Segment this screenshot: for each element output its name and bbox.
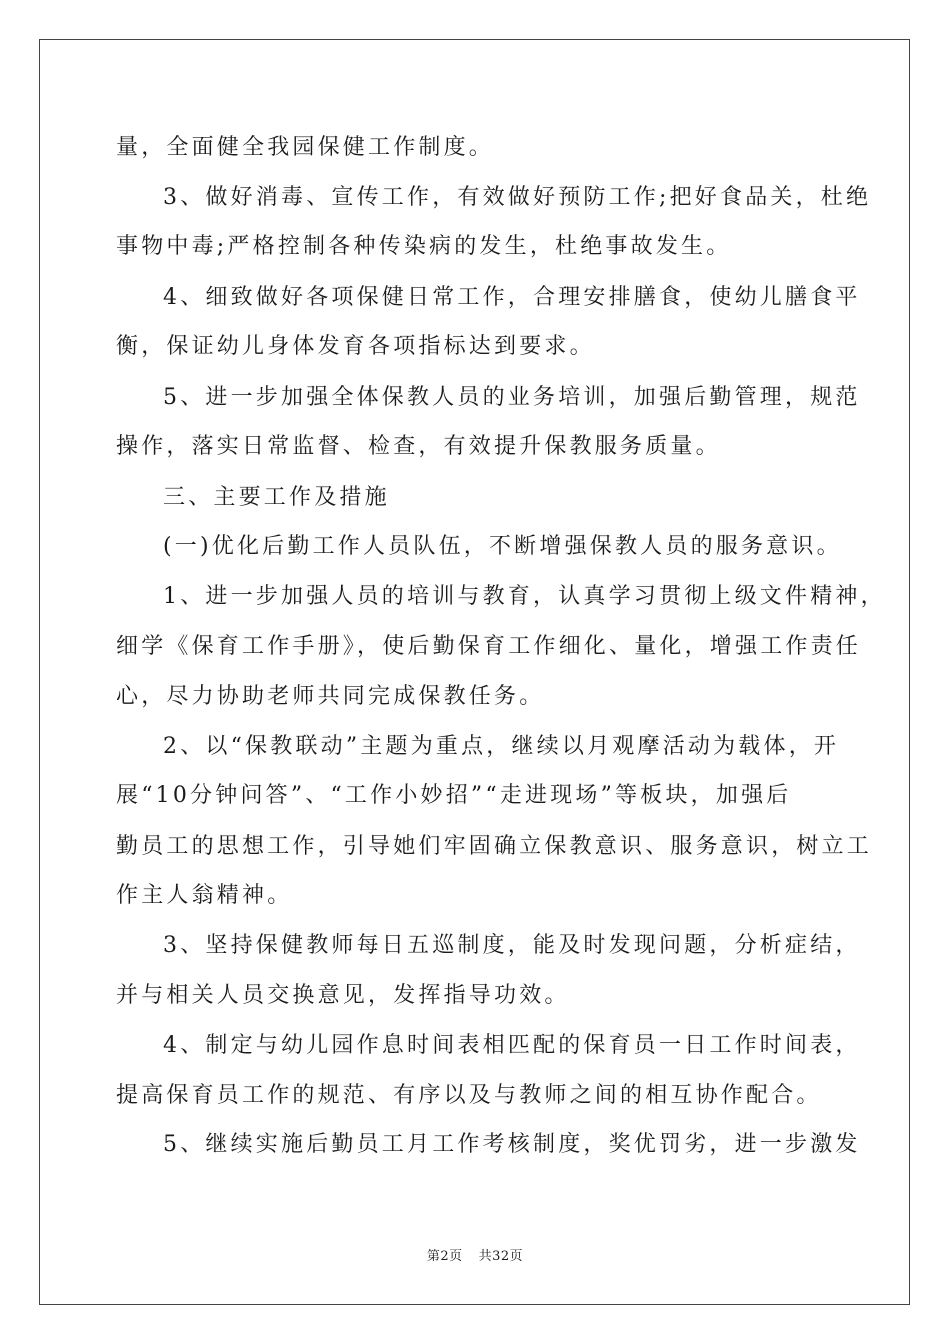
- body-line: 衡，保证幼儿身体发育各项指标达到要求。: [116, 334, 595, 359]
- body-line: 5、继续实施后勤员工月工作考核制度，奖优罚劣，进一步激发: [163, 1132, 861, 1157]
- page-frame: [39, 39, 910, 1305]
- body-line: 事物中毒;严格控制各种传染病的发生，杜绝事故发生。: [116, 234, 732, 259]
- body-line: 展“10分钟问答”、“工作小妙招”“走进现场”等板块，加强后: [116, 783, 792, 808]
- body-line: 5、进一步加强全体保教人员的业务培训，加强后勤管理，规范: [163, 385, 861, 410]
- page-footer: [0, 1248, 950, 1266]
- body-line: 量，全面健全我园保健工作制度。: [116, 135, 495, 160]
- body-line: 4、制定与幼儿园作息时间表相匹配的保育员一日工作时间表，: [163, 1033, 861, 1058]
- body-line: 4、细致做好各项保健日常工作，合理安排膳食，使幼儿膳食平: [163, 285, 861, 310]
- body-line: 作主人翁精神。: [116, 883, 293, 908]
- body-line: 细学《保育工作手册》，使后勤保育工作细化、量化，增强工作责任: [116, 634, 862, 659]
- body-line: 并与相关人员交换意见，发挥指导功效。: [116, 983, 570, 1008]
- body-line: 3、坚持保健教师每日五巡制度，能及时发现问题，分析症结，: [163, 933, 861, 958]
- page-number-total: 共32页: [478, 1249, 524, 1264]
- subsection-heading: (一)优化后勤工作人员队伍，不断增强保教人员的服务意识。: [163, 534, 842, 559]
- body-line: 2、以“保教联动”主题为重点，继续以月观摩活动为载体，开: [163, 734, 840, 759]
- body-line: 操作，落实日常监督、检查，有效提升保教服务质量。: [116, 434, 721, 459]
- body-line: 提高保育员工作的规范、有序以及与教师之间的相互协作配合。: [116, 1083, 822, 1108]
- body-line: 勤员工的思想工作，引导她们牢固确立保教意识、服务意识，树立工: [116, 834, 873, 859]
- section-heading: 三、主要工作及措施: [163, 485, 390, 510]
- body-line: 3、做好消毒、宣传工作，有效做好预防工作;把好食品关，杜绝: [163, 185, 872, 210]
- body-line: 1、进一步加强人员的培训与教育，认真学习贯彻上级文件精神，: [163, 584, 886, 609]
- body-line: 心，尽力协助老师共同完成保教任务。: [116, 684, 545, 709]
- page-number-current: 第2页: [426, 1249, 463, 1264]
